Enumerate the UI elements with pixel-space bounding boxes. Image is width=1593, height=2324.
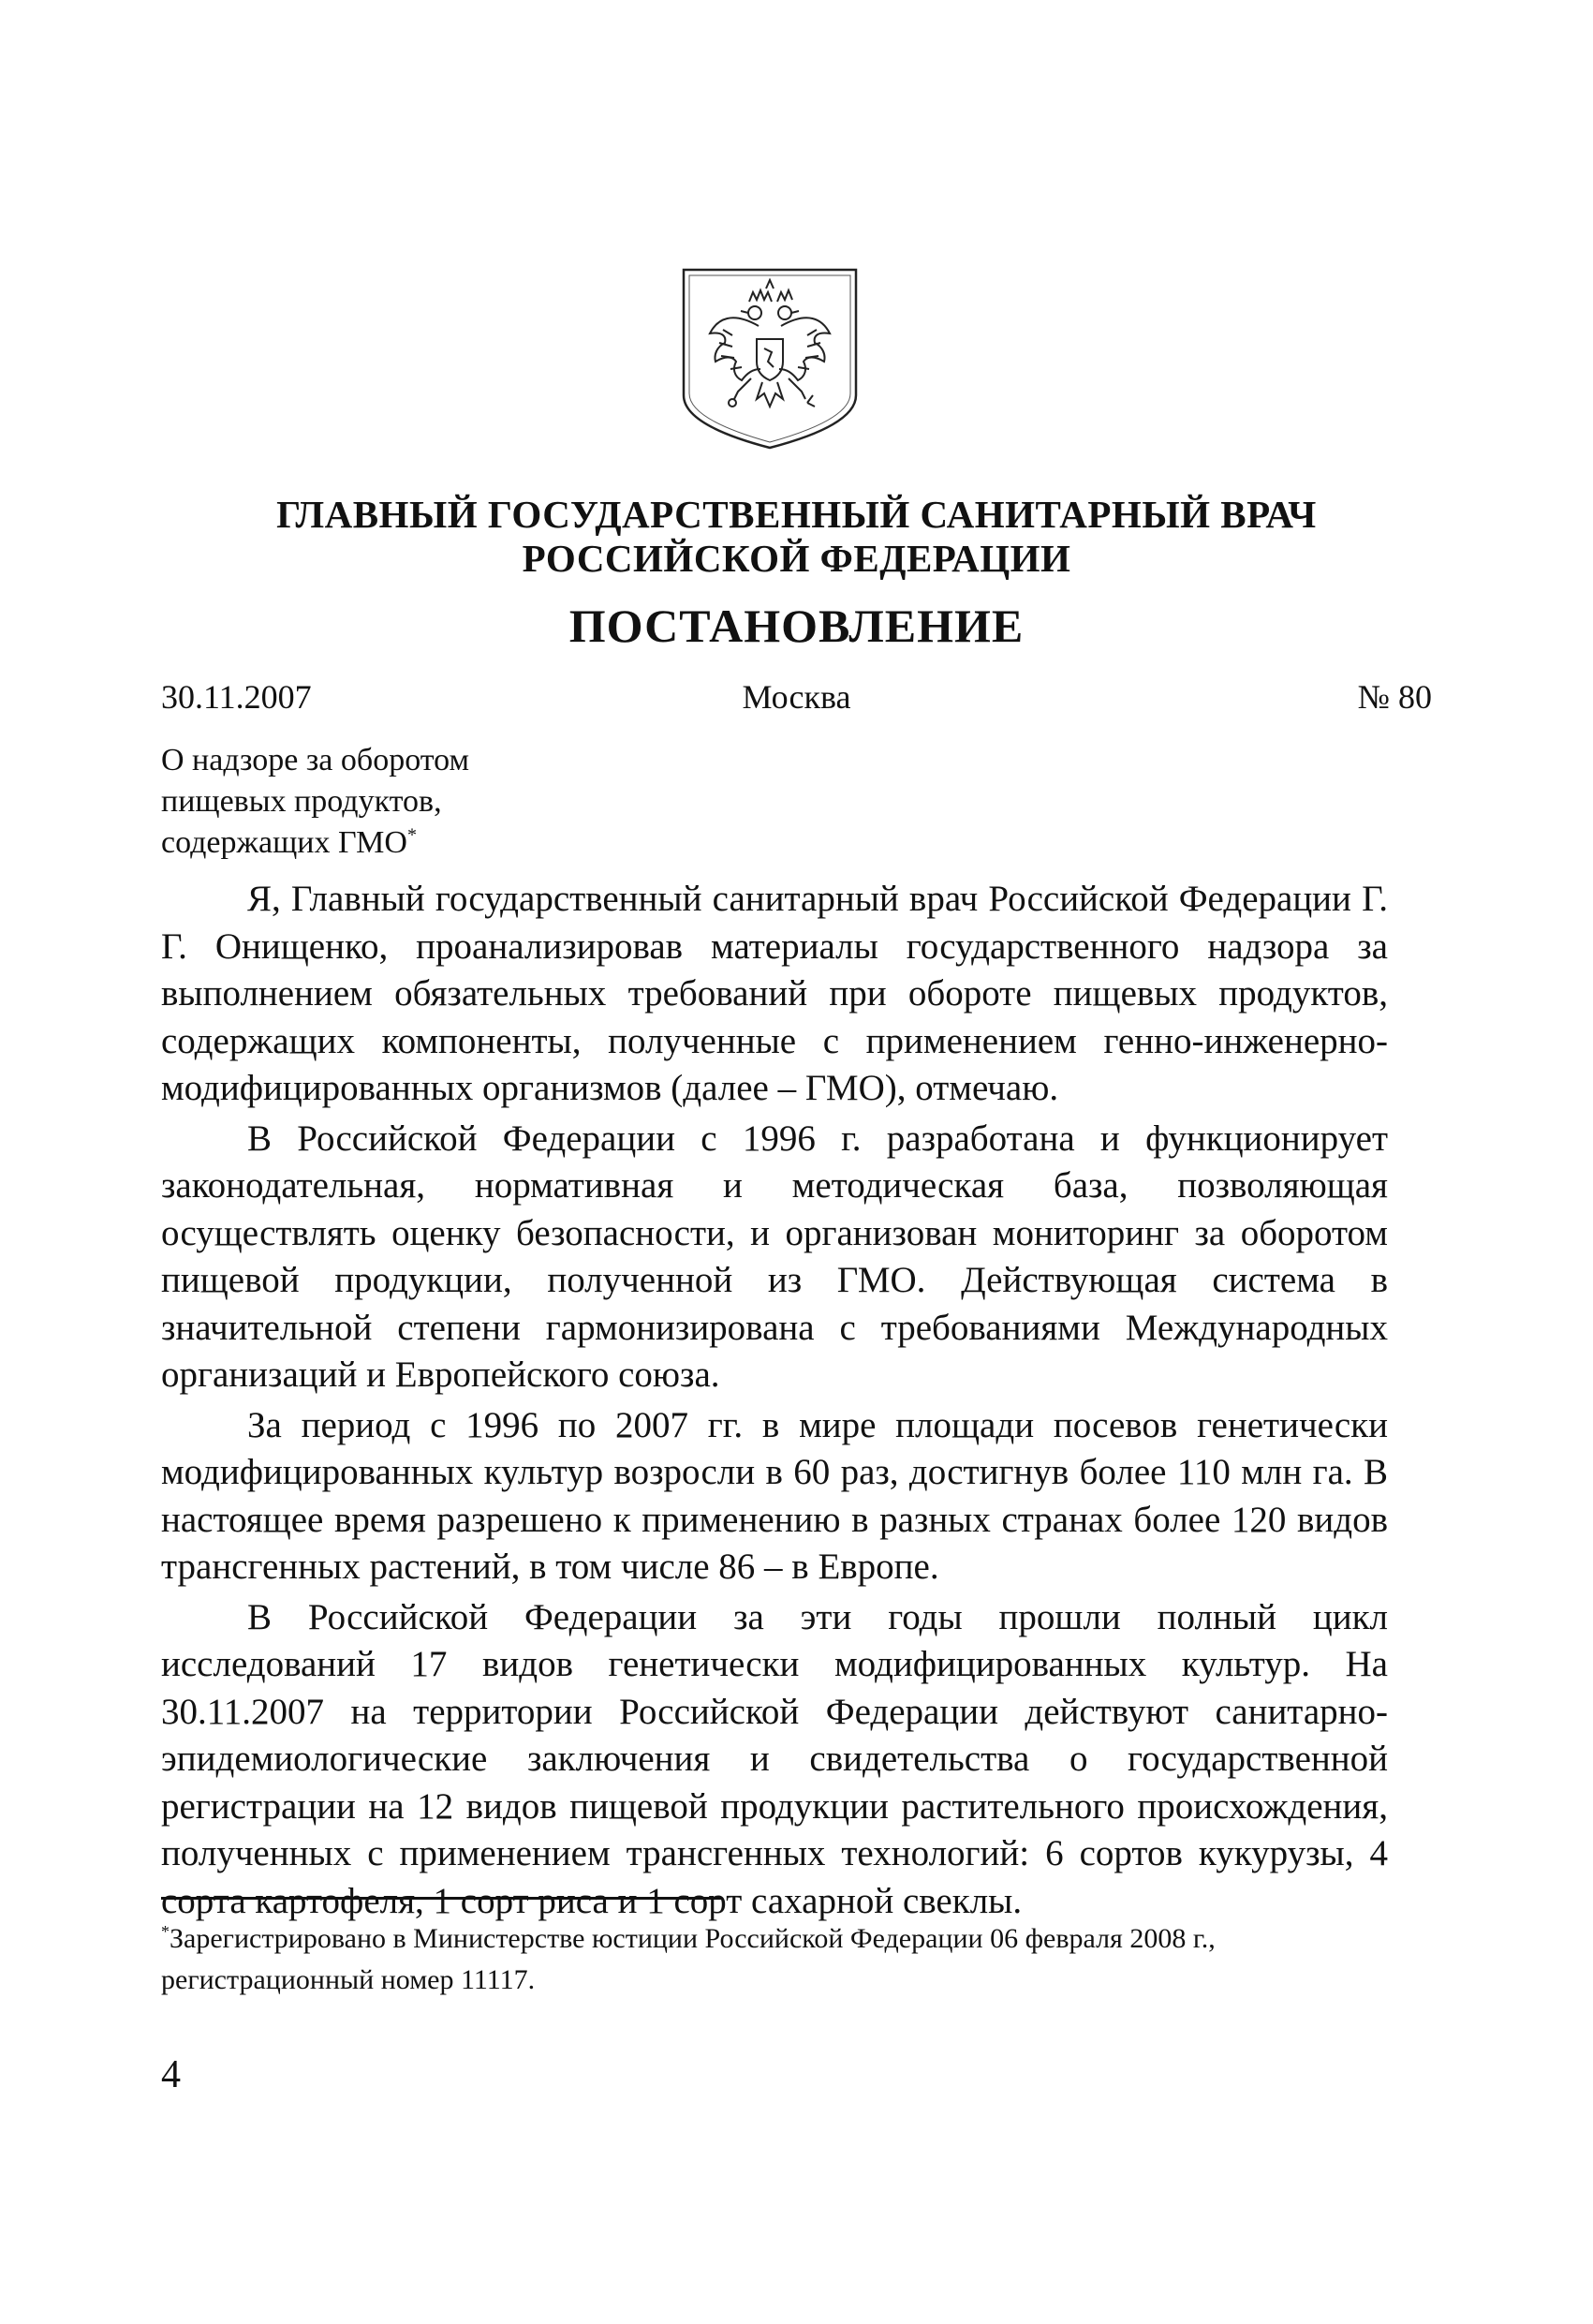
- issuing-authority-line-2: РОССИЙСКОЙ ФЕДЕРАЦИИ: [522, 537, 1071, 580]
- body-paragraph: За период с 1996 по 2007 гг. в мире площади посевов генетически модифицированных культур возросли в 60 раз, достигнув более 110 млн га. В настоящее время разрешено к применению в разных странах более 120 видов трансгенных растений, в том числе 86 – в Европе.: [161, 1404, 1388, 1587]
- footnote-mark: *: [161, 1922, 170, 1941]
- subject-line: О надзоре за оборотом: [161, 743, 470, 777]
- footnote: [161, 1918, 1397, 2001]
- subject-line: [161, 822, 469, 864]
- body-paragraph: В Российской Федерации с 1996 г. разработана и функционирует законодательная, нормативная и методическая база, позволяющая осуществлять оценку безопасности, и организован мониторинг за оборотом пищевой продукции, полученной из ГМО. Действующая система в значительной степени гармонизирована с требованиями Международных организаций и Европейского союза.: [161, 1118, 1388, 1395]
- issuing-authority-line-1: ГЛАВНЫЙ ГОСУДАРСТВЕННЫЙ САНИТАРНЫЙ ВРАЧ: [276, 493, 1317, 536]
- footnote-text: Зарегистрировано в Министерстве юстиции Российской Федерации 06 февраля 2008 г., регистрационный номер 11117.: [161, 1923, 1216, 1995]
- document-date: 30.11.2007: [161, 678, 312, 716]
- document-type-title: ПОСТАНОВЛЕНИЕ: [568, 600, 1025, 652]
- subject-line-text: содержащих ГМО: [161, 825, 407, 860]
- document-subject: [161, 740, 469, 864]
- footnote-reference-mark: *: [406, 824, 417, 846]
- footnote-divider: [161, 1897, 721, 1900]
- body-paragraph: В Российской Федерации за эти годы прошли полный цикл исследований 17 видов генетически модифицированных культур. На 30.11.2007 на территории Российской Федерации действуют санитарно-эпидемиологические заключения и свидетельства о государственной регистрации на 12 видов пищевой продукции растительного происхождения, полученных с применением трансгенных технологий: 6 сортов кукурузы, 4 сорта картофеля, 1 сорт риса и 1 сорт сахарной свеклы.: [161, 1596, 1388, 1921]
- body-paragraph: Я, Главный государственный санитарный врач Российской Федерации Г. Г. Онищенко, проанализировав материалы государственного надзора за выполнением обязательных требований при обороте пищевых продуктов, содержащих компоненты, полученные с применением генно-инженерно-модифицированных организмов (далее – ГМО), отмечаю.: [161, 879, 1388, 1108]
- document-city: Москва: [742, 678, 851, 716]
- document-number: № 80: [1357, 678, 1432, 716]
- document-body: [161, 876, 1388, 1928]
- page-number: 4: [161, 2053, 181, 2096]
- subject-line: пищевых продуктов,: [161, 784, 442, 819]
- coat-of-arms-emblem: [676, 264, 863, 450]
